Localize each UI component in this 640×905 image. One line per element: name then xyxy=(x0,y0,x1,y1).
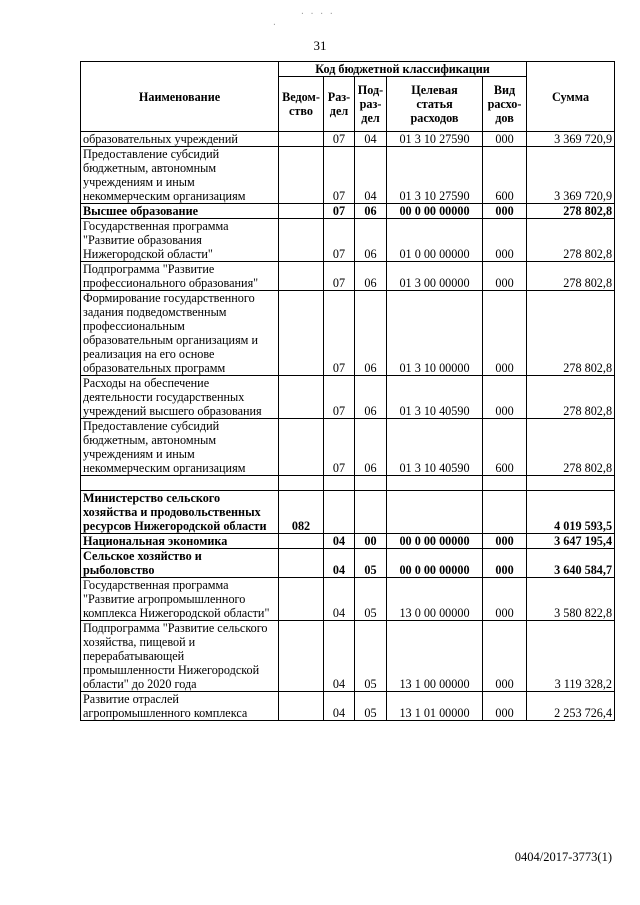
cell-summa: 278 802,8 xyxy=(527,291,615,376)
cell-vid: 000 xyxy=(483,549,527,578)
cell-vedomstvo xyxy=(279,621,324,692)
cell-razdel: 07 xyxy=(324,147,355,204)
cell-vid: 000 xyxy=(483,132,527,147)
cell-razdel: 04 xyxy=(324,621,355,692)
cell-podrazdel: 04 xyxy=(355,132,387,147)
cell-razdel: 07 xyxy=(324,376,355,419)
cell-vedomstvo xyxy=(279,291,324,376)
cell-csr: 01 3 10 40590 xyxy=(387,376,483,419)
cell-podrazdel: 05 xyxy=(355,621,387,692)
cell-summa: 3 647 195,4 xyxy=(527,534,615,549)
cell-csr: 01 3 10 00000 xyxy=(387,291,483,376)
cell-name: Подпрограмма "Развитие профессионального образования" xyxy=(81,262,279,291)
cell-razdel: 04 xyxy=(324,549,355,578)
scan-artifact: · xyxy=(272,20,277,29)
table-row xyxy=(81,491,615,534)
table-row xyxy=(81,692,615,721)
cell-name: Предоставление субсидий бюджетным, автономным учреждениям и иным некоммерческим организациям xyxy=(81,419,279,476)
cell-summa: 278 802,8 xyxy=(527,204,615,219)
cell-name: образовательных учреждений xyxy=(81,132,279,147)
table-row xyxy=(81,476,615,491)
cell-summa: 278 802,8 xyxy=(527,376,615,419)
cell-vedomstvo xyxy=(279,219,324,262)
table-row xyxy=(81,376,615,419)
cell-vedomstvo xyxy=(279,692,324,721)
cell-podrazdel: 05 xyxy=(355,692,387,721)
cell-csr: 01 3 10 27590 xyxy=(387,132,483,147)
table-row xyxy=(81,549,615,578)
cell-csr: 13 1 01 00000 xyxy=(387,692,483,721)
cell-csr: 00 0 00 00000 xyxy=(387,549,483,578)
cell-summa: 3 640 584,7 xyxy=(527,549,615,578)
cell-summa: 278 802,8 xyxy=(527,219,615,262)
cell-razdel: 07 xyxy=(324,132,355,147)
header-code-group: Код бюджетной классификации xyxy=(279,62,527,77)
cell-podrazdel: 06 xyxy=(355,376,387,419)
cell-razdel: 04 xyxy=(324,692,355,721)
table-row xyxy=(81,291,615,376)
cell-name: Государственная программа "Развитие агропромышленного комплекса Нижегородской области" xyxy=(81,578,279,621)
budget-table xyxy=(80,61,615,721)
header-summa: Сумма xyxy=(527,62,615,132)
cell-vedomstvo xyxy=(279,578,324,621)
cell-summa xyxy=(527,476,615,491)
cell-razdel: 07 xyxy=(324,204,355,219)
table-row xyxy=(81,419,615,476)
cell-razdel: 04 xyxy=(324,534,355,549)
cell-name xyxy=(81,476,279,491)
cell-summa: 278 802,8 xyxy=(527,419,615,476)
cell-podrazdel: 00 xyxy=(355,534,387,549)
cell-summa: 3 580 822,8 xyxy=(527,578,615,621)
header-razdel: Раз- дел xyxy=(324,77,355,132)
cell-razdel: 04 xyxy=(324,578,355,621)
cell-vedomstvo xyxy=(279,534,324,549)
cell-podrazdel xyxy=(355,476,387,491)
cell-podrazdel: 05 xyxy=(355,578,387,621)
cell-csr: 00 0 00 00000 xyxy=(387,534,483,549)
table-row xyxy=(81,534,615,549)
header-csr: Целевая статья расходов xyxy=(387,77,483,132)
cell-podrazdel: 06 xyxy=(355,262,387,291)
cell-razdel xyxy=(324,491,355,534)
cell-razdel: 07 xyxy=(324,262,355,291)
cell-name: Формирование государственного задания подведомственным профессиональным образовательным организациям и реализация на его основе образовательных программ xyxy=(81,291,279,376)
cell-vid: 600 xyxy=(483,419,527,476)
table-body xyxy=(81,132,615,721)
cell-vid: 000 xyxy=(483,376,527,419)
cell-razdel: 07 xyxy=(324,419,355,476)
cell-razdel: 07 xyxy=(324,219,355,262)
cell-vid: 000 xyxy=(483,692,527,721)
table-row xyxy=(81,578,615,621)
cell-razdel xyxy=(324,476,355,491)
cell-csr: 13 0 00 00000 xyxy=(387,578,483,621)
cell-summa: 3 369 720,9 xyxy=(527,147,615,204)
cell-name: Расходы на обеспечение деятельности государственных учреждений высшего образования xyxy=(81,376,279,419)
cell-csr xyxy=(387,476,483,491)
cell-vid: 600 xyxy=(483,147,527,204)
cell-vedomstvo xyxy=(279,376,324,419)
cell-podrazdel: 06 xyxy=(355,204,387,219)
cell-name: Высшее образование xyxy=(81,204,279,219)
cell-csr xyxy=(387,491,483,534)
cell-vedomstvo xyxy=(279,132,324,147)
header-podrazdel: Под- раз- дел xyxy=(355,77,387,132)
cell-csr: 13 1 00 00000 xyxy=(387,621,483,692)
cell-vedomstvo xyxy=(279,262,324,291)
cell-vid: 000 xyxy=(483,621,527,692)
cell-vid: 000 xyxy=(483,578,527,621)
cell-name: Предоставление субсидий бюджетным, автономным учреждениям и иным некоммерческим организациям xyxy=(81,147,279,204)
cell-vedomstvo xyxy=(279,419,324,476)
cell-podrazdel: 06 xyxy=(355,291,387,376)
header-vedomstvo: Ведом- ство xyxy=(279,77,324,132)
table-row xyxy=(81,262,615,291)
header-vid: Вид расхо- дов xyxy=(483,77,527,132)
cell-vid: 000 xyxy=(483,219,527,262)
cell-name: Национальная экономика xyxy=(81,534,279,549)
cell-csr: 01 3 00 00000 xyxy=(387,262,483,291)
cell-vedomstvo xyxy=(279,147,324,204)
cell-name: Сельское хозяйство и рыболовство xyxy=(81,549,279,578)
cell-vid: 000 xyxy=(483,291,527,376)
table-row xyxy=(81,147,615,204)
table-row xyxy=(81,132,615,147)
cell-vedomstvo xyxy=(279,549,324,578)
cell-summa: 2 253 726,4 xyxy=(527,692,615,721)
cell-summa: 4 019 593,5 xyxy=(527,491,615,534)
cell-podrazdel: 06 xyxy=(355,419,387,476)
cell-razdel: 07 xyxy=(324,291,355,376)
cell-podrazdel xyxy=(355,491,387,534)
header-name: Наименование xyxy=(81,62,279,132)
cell-name: Развитие отраслей агропромышленного комплекса xyxy=(81,692,279,721)
cell-vedomstvo: 082 xyxy=(279,491,324,534)
cell-summa: 3 119 328,2 xyxy=(527,621,615,692)
cell-podrazdel: 05 xyxy=(355,549,387,578)
table-row xyxy=(81,621,615,692)
cell-csr: 01 3 10 27590 xyxy=(387,147,483,204)
cell-podrazdel: 06 xyxy=(355,219,387,262)
cell-vid xyxy=(483,476,527,491)
cell-vid: 000 xyxy=(483,204,527,219)
cell-csr: 01 3 10 40590 xyxy=(387,419,483,476)
scan-artifact: · · · · xyxy=(300,9,334,18)
cell-vid: 000 xyxy=(483,262,527,291)
cell-vedomstvo xyxy=(279,476,324,491)
cell-vid: 000 xyxy=(483,534,527,549)
cell-csr: 00 0 00 00000 xyxy=(387,204,483,219)
cell-summa: 278 802,8 xyxy=(527,262,615,291)
cell-vedomstvo xyxy=(279,204,324,219)
cell-csr: 01 0 00 00000 xyxy=(387,219,483,262)
document-code: 0404/2017-3773(1) xyxy=(514,850,612,864)
cell-name: Государственная программа "Развитие образования Нижегородской области" xyxy=(81,219,279,262)
table-row xyxy=(81,204,615,219)
cell-vid xyxy=(483,491,527,534)
cell-name: Министерство сельского хозяйства и продовольственных ресурсов Нижегородской области xyxy=(81,491,279,534)
page-number: 31 xyxy=(313,38,327,53)
table-row xyxy=(81,219,615,262)
cell-name: Подпрограмма "Развитие сельского хозяйства, пищевой и перерабатывающей промышленности Нижегородской области" до 2020 года xyxy=(81,621,279,692)
cell-podrazdel: 04 xyxy=(355,147,387,204)
cell-summa: 3 369 720,9 xyxy=(527,132,615,147)
